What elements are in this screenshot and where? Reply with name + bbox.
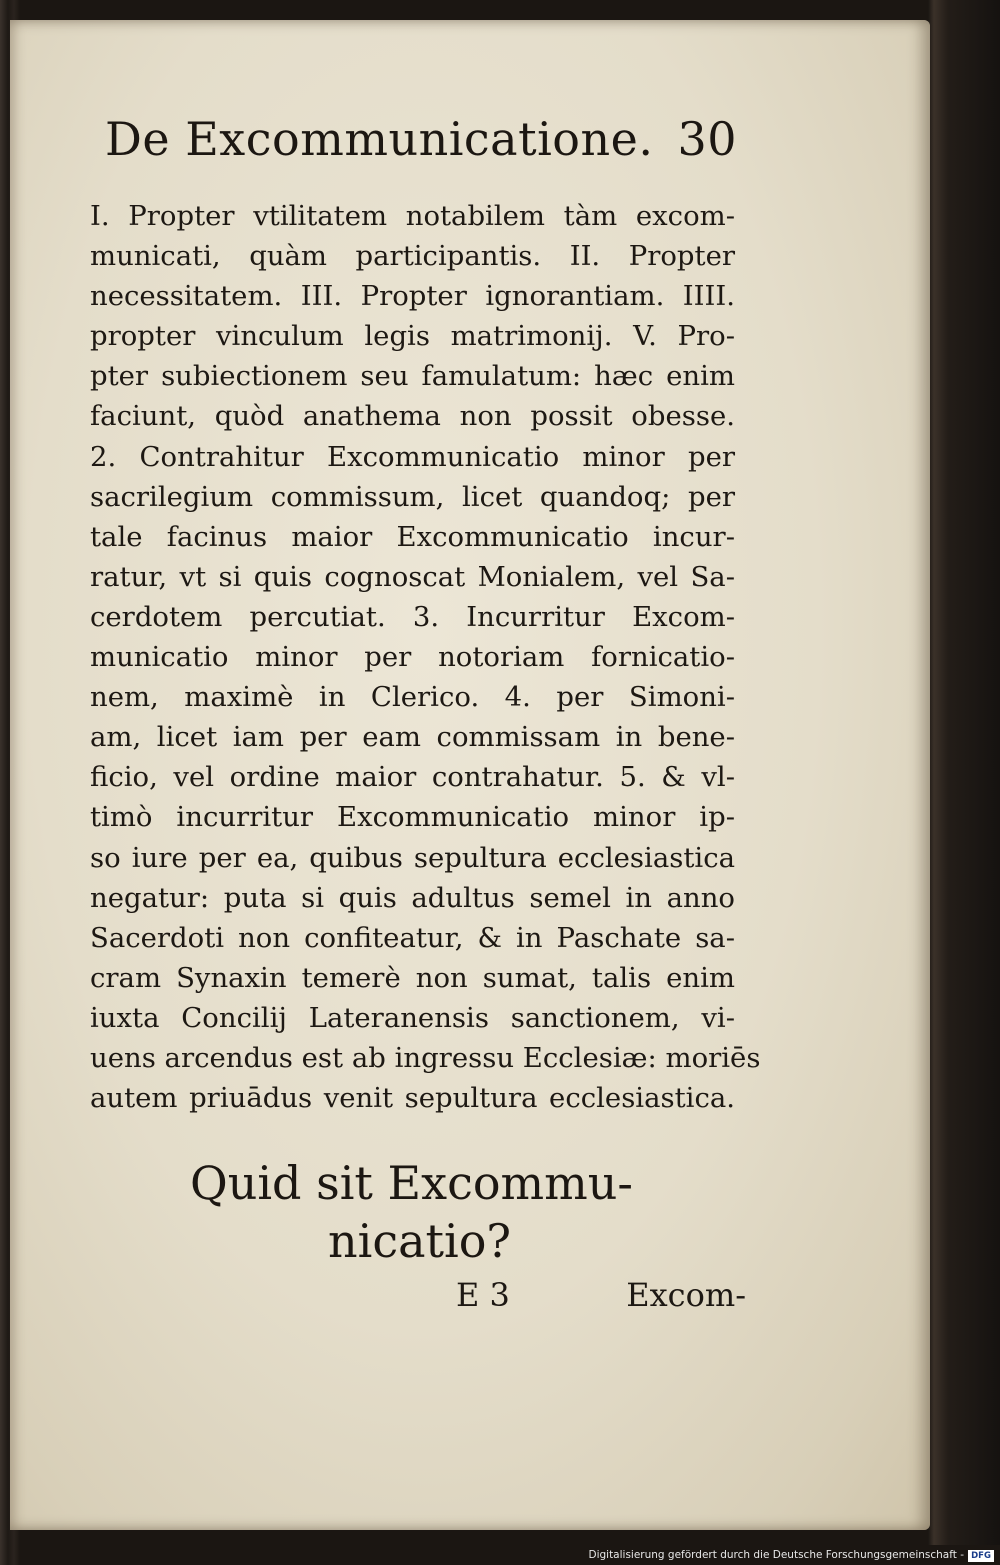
text-line: negatur: puta si quis adultus semel in anno <box>90 881 735 914</box>
text-line: municatio minor per notoriam fornicatio- <box>90 641 735 674</box>
text-line: nem, maximè in Clerico. 4. per Simoni- <box>90 681 735 714</box>
running-title: De Excommunicatione. <box>105 112 654 166</box>
text-line: am, licet iam per eam commissam in bene- <box>90 721 735 754</box>
text-line: sacrilegium commissum, licet quandoq; per <box>90 480 735 513</box>
catchword: Excom- <box>626 1276 746 1314</box>
text-line: cram Synaxin temerè non sumat, talis enim <box>90 961 735 994</box>
page-number: 30 <box>677 112 737 166</box>
book-page <box>10 20 930 1530</box>
text-line: iuxta Concilij Lateranensis sanctionem, vi- <box>90 1001 735 1034</box>
text-line: cerdotem percutiat. 3. Incurritur Excom- <box>90 600 735 633</box>
dfg-logo: DFG <box>968 1550 994 1562</box>
text-line: Sacerdoti non confiteatur, & in Paschate sa- <box>90 921 735 954</box>
text-line: uens arcendus est ab ingressu Ecclesiæ: moriēs <box>90 1041 761 1074</box>
text-line: I. Propter vtilitatem notabilem tàm excom- <box>90 200 735 232</box>
text-line: pter subiectionem seu famulatum: hæc enim <box>90 360 735 393</box>
digitization-credit: Digitalisierung gefördert durch die Deutsche Forschungsgemeinschaft - <box>588 1549 964 1561</box>
book-cover-edge <box>928 0 1000 1545</box>
text-line: propter vinculum legis matrimonij. V. Pro- <box>90 320 735 353</box>
text-line: autem priuādus venit sepultura ecclesiastica. <box>90 1082 735 1115</box>
body-text <box>90 196 761 1118</box>
section-heading-line-2: nicatio? <box>328 1214 512 1268</box>
text-line: timò incurritur Excommunicatio minor ip- <box>90 801 735 834</box>
text-line: ratur, vt si quis cognoscat Monialem, vel Sa- <box>90 560 735 593</box>
text-line: faciunt, quòd anathema non possit obesse. <box>90 400 735 433</box>
text-line: ficio, vel ordine maior contrahatur. 5. & vl- <box>90 761 735 794</box>
text-line: so iure per ea, quibus sepultura ecclesiastica <box>90 841 735 874</box>
text-line: municati, quàm participantis. II. Propter <box>90 240 735 273</box>
text-line: tale facinus maior Excommunicatio incur- <box>90 520 735 553</box>
text-line: 2. Contrahitur Excommunicatio minor per <box>90 440 735 473</box>
section-heading-line-1: Quid sit Excommu- <box>190 1156 633 1210</box>
text-line: necessitatem. III. Propter ignorantiam. IIII. <box>90 280 735 313</box>
signature-mark: E 3 <box>456 1276 510 1314</box>
